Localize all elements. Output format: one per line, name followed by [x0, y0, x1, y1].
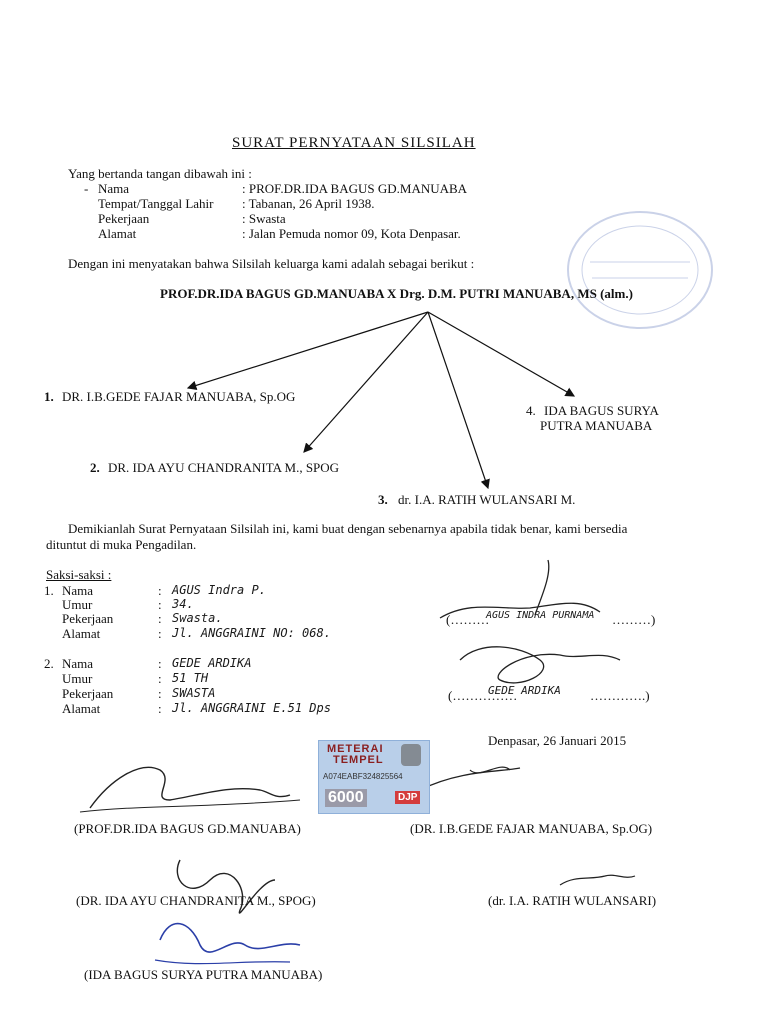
signatory-chandranita: (DR. IDA AYU CHANDRANITA M., SPOG) — [76, 893, 316, 908]
witness-1-bracket-close: ………) — [612, 612, 656, 627]
witness-1-sign-name: AGUS INDRA PURNAMA — [486, 610, 595, 621]
garuda-emblem-icon — [401, 744, 421, 766]
declarant-value-name: : PROF.DR.IDA BAGUS GD.MANUABA — [242, 181, 468, 196]
signature-prof-manuaba — [90, 767, 290, 808]
stamp-line-2: TEMPEL — [333, 754, 384, 766]
witness-2-label-job: Pekerjaan — [62, 686, 114, 701]
witness-2-value-address: Jl. ANGGRAINI E.51 Dps — [172, 701, 331, 715]
parents-line: PROF.DR.IDA BAGUS GD.MANUABA X Drg. D.M. PUTRI MANUABA, MS (alm.) — [160, 286, 633, 301]
stamp-suffix: DJP — [395, 791, 420, 804]
witness-2-number: 2. — [44, 656, 54, 671]
signature-fajar-manuaba — [420, 768, 520, 790]
witness-2-label-name: Nama — [62, 656, 94, 671]
signature-surya-putra — [160, 924, 300, 952]
witness-2-value-age: 51 TH — [172, 671, 209, 685]
witness-2-label-age: Umur — [62, 671, 93, 686]
signatory-surya-putra: (IDA BAGUS SURYA PUTRA MANUABA) — [84, 967, 323, 982]
declarant-label-name: Nama — [98, 181, 130, 196]
declarant-value-address: : Jalan Pemuda nomor 09, Kota Denpasar. — [242, 226, 461, 241]
intro-text: Yang bertanda tangan dibawah ini : — [68, 166, 252, 181]
witness-1-label-address: Alamat — [62, 626, 101, 641]
statement-text: Dengan ini menyatakan bahwa Silsilah keluarga kami adalah sebagai berikut : — [68, 256, 475, 271]
signature-ratih — [560, 875, 635, 885]
child-1-name: DR. I.B.GEDE FAJAR MANUABA, Sp.OG — [62, 389, 296, 404]
declarant-label-job: Pekerjaan — [98, 211, 150, 226]
child-2-name: DR. IDA AYU CHANDRANITA M., SPOG — [108, 460, 340, 475]
child-4-number: 4. — [526, 403, 536, 418]
closing-line-1: Demikianlah Surat Pernyataan Silsilah ini, kami buat dengan sebenarnya apabila tidak benar, kami bersedia — [68, 521, 628, 536]
declarant-value-birth: : Tabanan, 26 April 1938. — [242, 196, 375, 211]
witness-1-value-age: 34. — [172, 597, 194, 611]
witness-1-number: 1. — [44, 583, 54, 598]
stamp-amount: 6000 — [325, 789, 367, 807]
witness-1-value-name: AGUS Indra P. — [172, 583, 266, 597]
witness-2-bracket-open: (…………… — [448, 688, 518, 703]
declarant-label-birth: Tempat/Tanggal Lahir — [98, 196, 214, 211]
witness-1-label-age: Umur — [62, 597, 93, 612]
witness-2-value-name: GEDE ARDIKA — [172, 656, 252, 670]
tree-arrow-child-4 — [428, 312, 574, 396]
child-4-name: IDA BAGUS SURYA — [544, 403, 659, 418]
witness-2-sign-name: GEDE ARDIKA — [488, 684, 561, 697]
witness-1-label-name: Nama — [62, 583, 94, 598]
witness-1-bracket-open: (……… — [446, 612, 490, 627]
child-3-number: 3. — [378, 492, 388, 507]
witness-2-bracket-close: ………….) — [590, 688, 650, 703]
tree-arrow-child-2 — [304, 312, 428, 452]
witnesses-heading: Saksi-saksi : — [46, 567, 112, 582]
witness-2-value-job: SWASTA — [172, 686, 216, 700]
declarant-value-job: : Swasta — [242, 211, 286, 226]
stamp-serial: A074EABF324825564 — [323, 772, 403, 781]
tree-arrow-child-3 — [428, 312, 488, 488]
signatory-ratih: (dr. I.A. RATIH WULANSARI) — [488, 893, 657, 908]
official-seal — [568, 212, 712, 328]
witness-1-value-address: Jl. ANGGRAINI NO: 068. — [172, 626, 331, 640]
document-title: SURAT PERNYATAAN SILSILAH — [232, 135, 476, 151]
place-date: Denpasar, 26 Januari 2015 — [488, 733, 627, 748]
witness-1-value-job: Swasta. — [172, 611, 223, 625]
tree-arrow-child-1 — [188, 312, 428, 388]
witness-1-label-job: Pekerjaan — [62, 611, 114, 626]
child-4-name-line2: PUTRA MANUABA — [540, 418, 653, 433]
witness-2-signature — [460, 647, 620, 683]
closing-line-2: dituntut di muka Pengadilan. — [46, 537, 197, 552]
declarant-bullet: - — [84, 181, 89, 196]
signatory-fajar-manuaba: (DR. I.B.GEDE FAJAR MANUABA, Sp.OG) — [410, 821, 653, 836]
witness-2-label-address: Alamat — [62, 701, 101, 716]
child-2-number: 2. — [90, 460, 100, 475]
meterai-stamp — [318, 740, 430, 814]
stamp-line-1: METERAI — [327, 743, 384, 755]
child-3-name: dr. I.A. RATIH WULANSARI M. — [398, 492, 576, 507]
declarant-label-address: Alamat — [98, 226, 137, 241]
signatory-prof-manuaba: (PROF.DR.IDA BAGUS GD.MANUABA) — [74, 821, 301, 836]
child-1-number: 1. — [44, 389, 54, 404]
